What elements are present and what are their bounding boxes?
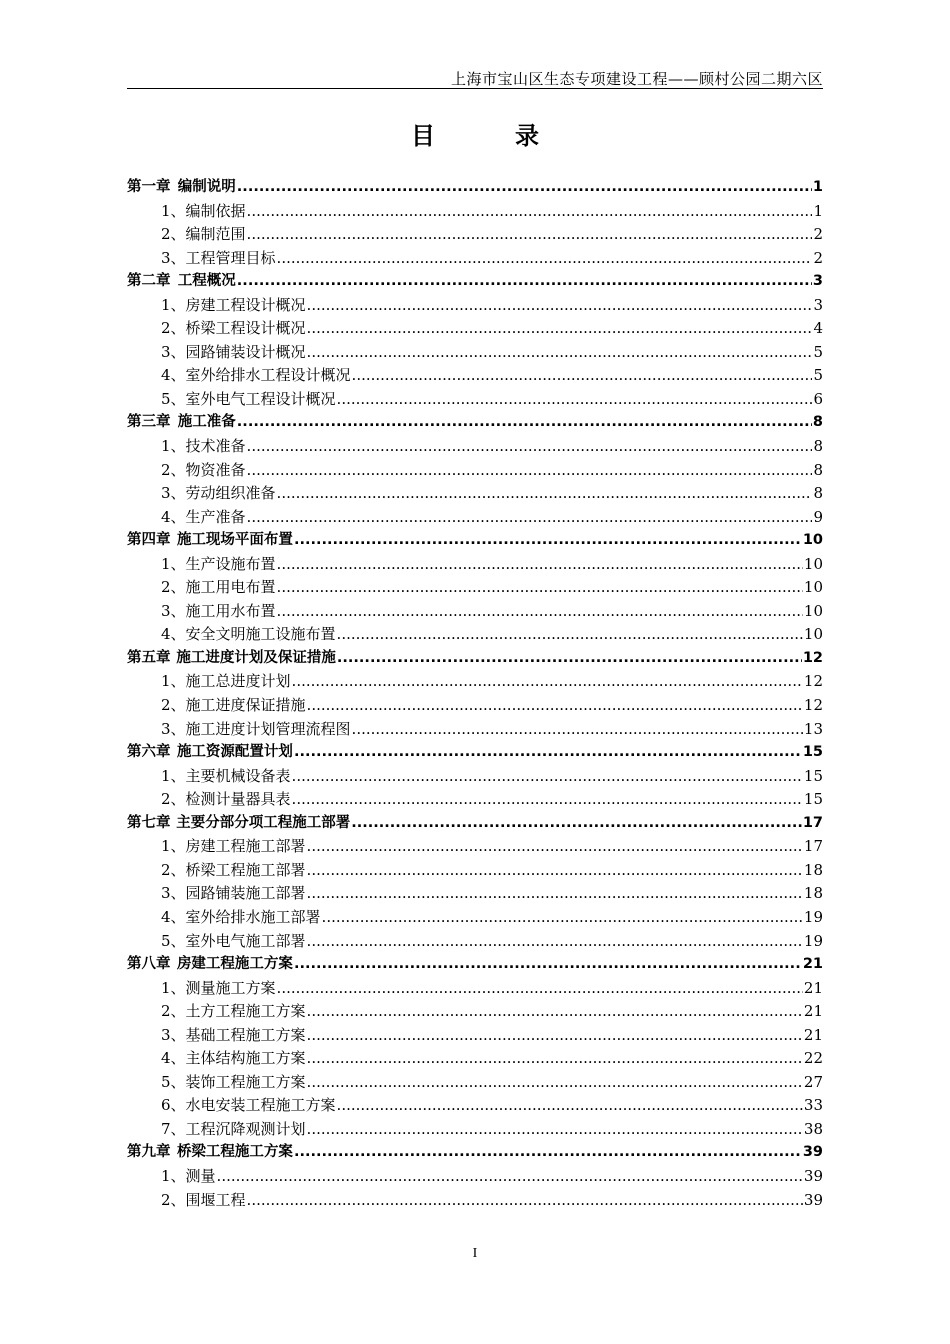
toc-section-entry[interactable] <box>127 882 823 906</box>
toc-section-entry[interactable] <box>127 1118 823 1142</box>
page-title: 目 录 <box>411 122 567 150</box>
toc-dot-leader <box>307 694 803 718</box>
toc-dot-leader <box>237 270 812 294</box>
toc-page-number: 8 <box>813 437 823 456</box>
toc-entry-title: 1、生产设施布置 <box>161 554 276 573</box>
toc-section-entry[interactable] <box>127 1024 823 1048</box>
toc-page-number: 12 <box>802 649 823 666</box>
toc-dot-leader <box>277 482 813 506</box>
toc-dot-leader <box>294 1141 802 1165</box>
toc-chapter-entry[interactable] <box>127 812 823 836</box>
toc-entry-title: 5、装饰工程施工方案 <box>161 1072 306 1091</box>
toc-section-entry[interactable] <box>127 364 823 388</box>
toc-dot-leader <box>307 341 813 365</box>
toc-dot-leader <box>307 859 803 883</box>
toc-dot-leader <box>217 1165 803 1189</box>
toc-entry-title: 4、生产准备 <box>161 507 246 526</box>
toc-dot-leader <box>307 1024 803 1048</box>
toc-section-entry[interactable] <box>127 576 823 600</box>
toc-section-entry[interactable] <box>127 435 823 459</box>
toc-page-number: 5 <box>813 342 823 361</box>
running-header: 上海市宝山区生态专项建设工程——顾村公园二期六区 <box>450 70 823 88</box>
toc-page-number: 15 <box>802 744 823 761</box>
toc-dot-leader <box>351 812 802 836</box>
toc-page-number: 38 <box>803 1119 823 1138</box>
toc-dot-leader <box>294 529 802 553</box>
toc-page-number: 39 <box>803 1190 823 1209</box>
toc-dot-leader <box>277 977 803 1001</box>
toc-entry-title: 6、水电安装工程施工方案 <box>161 1096 336 1115</box>
toc-chapter-entry[interactable] <box>127 176 823 200</box>
toc-page-number: 1 <box>813 201 823 220</box>
toc-entry-title: 施工进度计划及保证措施 <box>176 649 336 666</box>
toc-section-entry[interactable] <box>127 859 823 883</box>
toc-section-entry[interactable] <box>127 459 823 483</box>
toc-chapter-number: 第三章 <box>127 414 171 431</box>
toc-page-number: 3 <box>813 295 823 314</box>
table-of-contents <box>127 176 823 1212</box>
toc-entry-title: 1、施工总进度计划 <box>161 672 291 691</box>
toc-page-number: 21 <box>802 956 823 973</box>
toc-dot-leader <box>307 1071 803 1095</box>
toc-chapter-entry[interactable] <box>127 953 823 977</box>
toc-dot-leader <box>247 435 813 459</box>
toc-dot-leader <box>337 388 813 412</box>
toc-dot-leader <box>337 1094 803 1118</box>
toc-dot-leader <box>277 600 803 624</box>
toc-entry-title: 4、主体结构施工方案 <box>161 1049 306 1068</box>
toc-section-entry[interactable] <box>127 930 823 954</box>
toc-section-entry[interactable] <box>127 341 823 365</box>
header-divider <box>127 88 823 89</box>
toc-section-entry[interactable] <box>127 1071 823 1095</box>
toc-chapter-number: 第四章 <box>127 532 171 549</box>
toc-section-entry[interactable] <box>127 506 823 530</box>
toc-chapter-number: 第二章 <box>127 273 171 290</box>
toc-dot-leader <box>322 906 803 930</box>
toc-chapter-number: 第九章 <box>127 1144 171 1161</box>
toc-section-entry[interactable] <box>127 1000 823 1024</box>
toc-chapter-number: 第八章 <box>127 956 171 973</box>
toc-dot-leader <box>277 247 813 271</box>
toc-section-entry[interactable] <box>127 223 823 247</box>
toc-entry-title: 2、物资准备 <box>161 460 246 479</box>
toc-dot-leader <box>307 835 803 859</box>
toc-entry-title: 3、园路铺装施工部署 <box>161 884 306 903</box>
toc-page-number: 15 <box>803 790 823 809</box>
toc-section-entry[interactable] <box>127 600 823 624</box>
toc-section-entry[interactable] <box>127 1047 823 1071</box>
toc-dot-leader <box>247 459 813 483</box>
toc-entry-title: 2、桥梁工程设计概况 <box>161 319 306 338</box>
toc-chapter-entry[interactable] <box>127 647 823 671</box>
toc-entry-title: 7、工程沉降观测计划 <box>161 1119 306 1138</box>
toc-dot-leader <box>307 1118 803 1142</box>
toc-page-number: 10 <box>802 532 823 549</box>
toc-dot-leader <box>237 176 812 200</box>
toc-chapter-entry[interactable] <box>127 270 823 294</box>
toc-section-entry[interactable] <box>127 835 823 859</box>
toc-section-entry[interactable] <box>127 317 823 341</box>
toc-section-entry[interactable] <box>127 553 823 577</box>
toc-entry-title: 1、主要机械设备表 <box>161 766 291 785</box>
page-number: I <box>472 1246 478 1261</box>
toc-page-number: 19 <box>803 907 823 926</box>
toc-entry-title: 施工准备 <box>177 414 236 431</box>
toc-page-number: 8 <box>813 484 823 503</box>
toc-page-number: 5 <box>813 366 823 385</box>
toc-entry-title: 4、室外给排水施工部署 <box>161 907 321 926</box>
toc-dot-leader <box>307 930 803 954</box>
toc-dot-leader <box>352 718 803 742</box>
toc-entry-title: 3、劳动组织准备 <box>161 484 276 503</box>
toc-page-number: 9 <box>813 507 823 526</box>
toc-entry-title: 施工资源配置计划 <box>176 744 293 761</box>
toc-entry-title: 2、施工进度保证措施 <box>161 696 306 715</box>
toc-entry-title: 2、桥梁工程施工部署 <box>161 860 306 879</box>
toc-chapter-entry[interactable] <box>127 411 823 435</box>
toc-entry-title: 房建工程施工方案 <box>176 956 293 973</box>
toc-page-number: 21 <box>803 1002 823 1021</box>
toc-dot-leader <box>352 364 813 388</box>
toc-section-entry[interactable] <box>127 906 823 930</box>
toc-chapter-entry[interactable] <box>127 1141 823 1165</box>
toc-entry-title: 1、测量 <box>161 1166 216 1185</box>
toc-page-number: 10 <box>803 625 823 644</box>
toc-entry-title: 主要分部分项工程施工部署 <box>176 814 351 831</box>
toc-chapter-number: 第一章 <box>127 179 171 195</box>
toc-entry-title: 3、园路铺装设计概况 <box>161 342 306 361</box>
toc-page-number: 18 <box>803 884 823 903</box>
toc-entry-title: 施工现场平面布置 <box>176 532 293 549</box>
toc-entry-title: 4、室外给排水工程设计概况 <box>161 366 351 385</box>
toc-dot-leader <box>247 223 813 247</box>
toc-page-number: 10 <box>803 554 823 573</box>
toc-page-number: 6 <box>813 389 823 408</box>
toc-section-entry[interactable] <box>127 788 823 812</box>
toc-section-entry[interactable] <box>127 977 823 1001</box>
toc-section-entry[interactable] <box>127 294 823 318</box>
toc-page-number: 2 <box>813 225 823 244</box>
toc-dot-leader <box>247 506 813 530</box>
toc-page-number: 21 <box>803 1025 823 1044</box>
toc-section-entry[interactable] <box>127 247 823 271</box>
toc-entry-title: 3、工程管理目标 <box>161 248 276 267</box>
toc-section-entry[interactable] <box>127 623 823 647</box>
toc-dot-leader <box>247 200 813 224</box>
toc-entry-title: 2、检测计量器具表 <box>161 790 291 809</box>
toc-entry-title: 3、基础工程施工方案 <box>161 1025 306 1044</box>
toc-dot-leader <box>247 1189 803 1213</box>
toc-entry-title: 1、房建工程施工部署 <box>161 837 306 856</box>
toc-dot-leader <box>292 670 803 694</box>
toc-page-number: 17 <box>802 814 823 831</box>
toc-entry-title: 1、技术准备 <box>161 437 246 456</box>
toc-chapter-number: 第七章 <box>127 814 171 831</box>
toc-page-number: 18 <box>803 860 823 879</box>
toc-page-number: 12 <box>803 696 823 715</box>
toc-section-entry[interactable] <box>127 670 823 694</box>
toc-page-number: 15 <box>803 766 823 785</box>
toc-dot-leader <box>307 317 813 341</box>
toc-section-entry[interactable] <box>127 482 823 506</box>
toc-page-number: 4 <box>813 319 823 338</box>
toc-dot-leader <box>292 765 803 789</box>
toc-dot-leader <box>307 294 813 318</box>
toc-entry-title: 3、施工用水布置 <box>161 601 276 620</box>
toc-entry-title: 1、房建工程设计概况 <box>161 295 306 314</box>
toc-entry-title: 4、安全文明施工设施布置 <box>161 625 336 644</box>
toc-section-entry[interactable] <box>127 1094 823 1118</box>
toc-section-entry[interactable] <box>127 388 823 412</box>
toc-entry-title: 5、室外电气施工部署 <box>161 931 306 950</box>
toc-section-entry[interactable] <box>127 694 823 718</box>
toc-dot-leader <box>307 1000 803 1024</box>
toc-entry-title: 编制说明 <box>177 179 236 195</box>
toc-page-number: 22 <box>803 1049 823 1068</box>
toc-entry-title: 2、围堰工程 <box>161 1190 246 1209</box>
toc-dot-leader <box>307 882 803 906</box>
toc-section-entry[interactable] <box>127 718 823 742</box>
toc-page-number: 13 <box>803 719 823 738</box>
toc-page-number: 39 <box>802 1144 823 1161</box>
toc-page-number: 17 <box>803 837 823 856</box>
toc-page-number: 2 <box>813 248 823 267</box>
toc-entry-title: 1、测量施工方案 <box>161 978 276 997</box>
toc-dot-leader <box>337 623 803 647</box>
toc-section-entry[interactable] <box>127 765 823 789</box>
toc-section-entry[interactable] <box>127 1189 823 1213</box>
toc-section-entry[interactable] <box>127 200 823 224</box>
toc-entry-title: 5、室外电气工程设计概况 <box>161 389 336 408</box>
toc-dot-leader <box>277 553 803 577</box>
toc-dot-leader <box>292 788 803 812</box>
toc-dot-leader <box>294 953 802 977</box>
toc-chapter-number: 第五章 <box>127 649 171 666</box>
toc-dot-leader <box>277 576 803 600</box>
toc-page-number: 39 <box>803 1166 823 1185</box>
toc-entry-title: 工程概况 <box>177 273 236 290</box>
toc-entry-title: 1、编制依据 <box>161 201 246 220</box>
toc-page-number: 8 <box>813 460 823 479</box>
toc-chapter-number: 第六章 <box>127 744 171 761</box>
toc-entry-title: 2、编制范围 <box>161 225 246 244</box>
toc-page-number: 12 <box>803 672 823 691</box>
toc-page-number: 10 <box>803 601 823 620</box>
toc-entry-title: 3、施工进度计划管理流程图 <box>161 719 351 738</box>
toc-page-number: 21 <box>803 978 823 997</box>
toc-entry-title: 桥梁工程施工方案 <box>176 1144 293 1161</box>
toc-page-number: 1 <box>812 179 823 195</box>
toc-page-number: 33 <box>803 1096 823 1115</box>
toc-chapter-entry[interactable] <box>127 741 823 765</box>
toc-dot-leader <box>237 411 812 435</box>
toc-dot-leader <box>307 1047 803 1071</box>
toc-entry-title: 2、施工用电布置 <box>161 578 276 597</box>
toc-section-entry[interactable] <box>127 1165 823 1189</box>
toc-page-number: 8 <box>812 414 823 431</box>
toc-dot-leader <box>294 741 802 765</box>
toc-page-number: 3 <box>812 273 823 290</box>
toc-chapter-entry[interactable] <box>127 529 823 553</box>
toc-entry-title: 2、土方工程施工方案 <box>161 1002 306 1021</box>
toc-page-number: 10 <box>803 578 823 597</box>
toc-dot-leader <box>337 647 802 671</box>
toc-page-number: 19 <box>803 931 823 950</box>
toc-page-number: 27 <box>803 1072 823 1091</box>
